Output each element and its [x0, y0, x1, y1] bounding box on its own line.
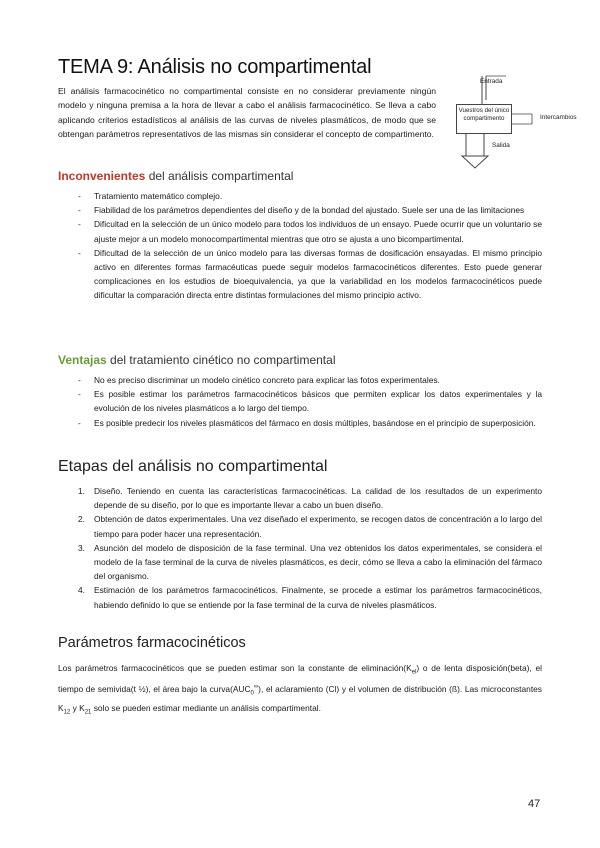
list-item: - Es posible predecir los niveles plasmáticos del fármaco en dosis múltiples, basándose en el principio de superposición.: [78, 416, 542, 430]
step-text: Estimación de los parámetros farmacocinéticos. Finalmente, se procede a estimar los parámetros farmacocinéticos, habiendo definido lo que se entiende por la fase terminal de la curva de niveles plasmáticos.: [94, 585, 542, 610]
subscript: 0: [250, 690, 254, 697]
text-fragment: ) o de lenta disposición(beta), el tiempo de semivida(t ½), el área bajo la curva(AUC: [58, 663, 542, 694]
text-fragment: ), el aclaramiento (Cl) y el volumen de distribución (ß). Las microconstantes K: [58, 683, 542, 713]
list-item: - No es preciso discriminar un modelo cinético concreto para explicar las fotos experimentales.: [78, 373, 542, 387]
ventajas-heading: [58, 353, 335, 367]
page-title: TEMA 9: Análisis no compartimental: [58, 56, 372, 78]
list-item: - Tratamiento matemático complejo.: [78, 189, 542, 203]
list-item: [78, 541, 542, 584]
list-item: - Dificultad de la selección de un único modelo para las diversas formas de dosificación ensayadas. El mismo principio activo en diferentes formas farmacéuticas puede seguir modelos farmacocinéticos diferentes. Esto puede generar complicaciones en los estudios de bioequivalencia, ya que la variabilidad en los modelos farmacocinéticos puede dificultar la comparación directa entre distintas formulaciones del mismo principio activo.: [78, 246, 542, 303]
step-text: Asunción del modelo de disposición de la fase terminal. Una vez obtenidos los datos experimentales, se considera el modelo de la fase terminal de la curva de niveles plasmáticos, es decir, cómo se lleva a cabo la eliminación del fármaco del organismo.: [94, 542, 542, 582]
list-item: - Fiabilidad de los parámetros dependientes del diseño y de la bondad del ajustado. Suele ser una de las limitaciones: [78, 203, 542, 217]
etapas-list: [78, 484, 542, 612]
etapas-heading: Etapas del análisis no compartimental: [58, 458, 328, 475]
list-item: [78, 512, 542, 540]
step-number: 2.: [78, 514, 85, 525]
inconvenientes-list: [78, 189, 542, 303]
step-number: 1.: [78, 486, 85, 496]
subscript: el: [411, 669, 417, 676]
text-fragment: solo se pueden estimar mediante un análisis compartimental.: [91, 702, 321, 713]
ventajas-heading-rest: del tratamiento cinético no compartimental: [106, 353, 336, 367]
step-text: Diseño. Teniendo en cuenta las características farmacocinéticas. La calidad de los resultados de un experimento depende de su diseño, por lo que es importante llevar a cabo un buen diseño.: [94, 486, 542, 511]
inconvenientes-heading-accent: Inconvenientes: [58, 169, 146, 183]
text-fragment: y K: [70, 702, 85, 713]
superscript: ∞: [253, 683, 259, 690]
subscript: 12: [63, 709, 71, 716]
step-number: 4.: [78, 585, 85, 596]
parametros-heading: Parámetros farmacocinéticos: [58, 635, 246, 651]
diagram-intercambios-label: Intercambios: [540, 114, 577, 121]
step-text: Obtención de datos experimentales. Una vez diseñado el experimento, se recogen datos de concentración a lo largo del tiempo para poder hacer una representación.: [94, 514, 542, 539]
list-item: - Es posible estimar los parámetros farmacocinéticos básicos que permiten explicar los datos experimentales y la evolución de los niveles plasmáticos a lo largo del tiempo.: [78, 387, 542, 415]
ventajas-heading-accent: Ventajas: [58, 353, 107, 367]
ventajas-list: [78, 373, 542, 430]
subscript: 21: [84, 709, 92, 716]
text-fragment: Los parámetros farmacocinéticos que se pueden estimar son la constante de eliminación(K: [58, 663, 412, 673]
diagram-compartment-box: Vuestros del único compartimento: [456, 104, 512, 134]
compartment-diagram: [446, 74, 596, 170]
diagram-entrada-label: Entrada: [480, 78, 503, 85]
list-item: - Dificultad en la selección de un único modelo para todos los individuos de un ensayo. Puede ocurrir que un voluntario se ajuste mejor a un modelo monocompartimental mientras que otro se ajusta a uno bicompartimental.: [78, 217, 542, 245]
list-item: [78, 583, 542, 611]
diagram-salida-label: Salida: [492, 142, 510, 149]
parametros-paragraph: [58, 661, 542, 719]
step-number: 3.: [78, 542, 85, 553]
list-item: [78, 484, 542, 512]
page-number: 47: [528, 798, 541, 810]
intro-paragraph: El análisis farmacocinético no compartimental consiste en no considerar previamente ningún modelo y ninguna premisa a la hora de llevar a cabo el análisis farmacocinético. Se lleva a cabo aplicando criterios estadísticos al análisis de las curvas de niveles plasmáticos, de modo que se obtengan parámetros representativos de las mismas sin considerar el concepto de compartimento.: [58, 86, 436, 139]
inconvenientes-heading: [58, 169, 293, 183]
inconvenientes-heading-rest: del análisis compartimental: [145, 169, 294, 183]
